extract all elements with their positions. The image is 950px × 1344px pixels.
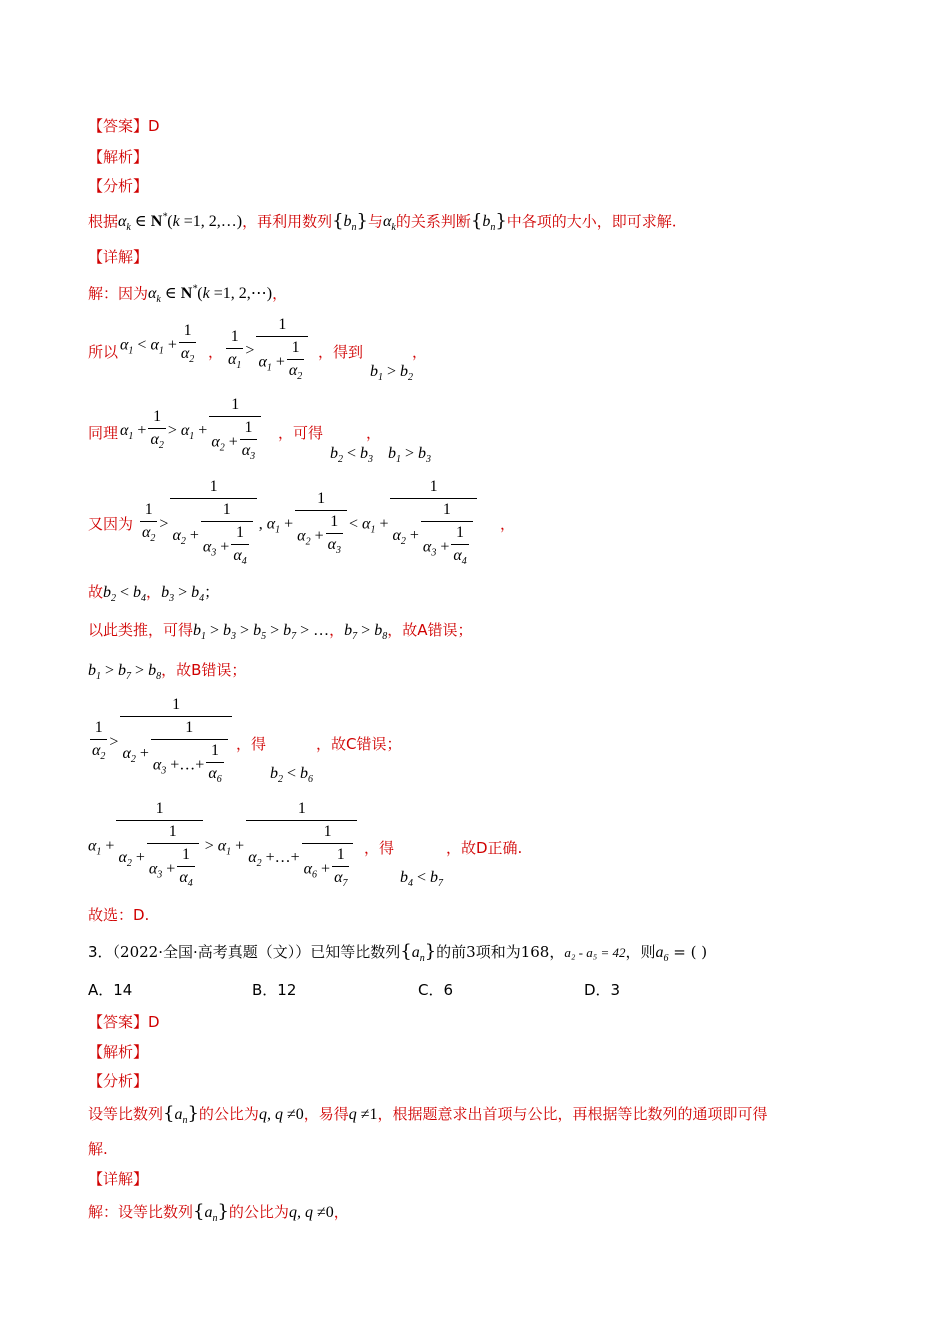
text-de-2: ，得 bbox=[364, 839, 395, 857]
conclusion-A bbox=[88, 620, 472, 647]
fenxi-label-2: 【分析】 bbox=[88, 1072, 149, 1090]
text-gu: 故 bbox=[88, 583, 104, 601]
analysis-sentence-2: 设等比数列$\{a_n\}$的公比为q, q ≠0，易得q ≠1，根据题意求出首项与公比，再根据等比数列的通项即可得 bbox=[88, 1103, 768, 1127]
text-yici: 以此类推，可得 bbox=[88, 621, 194, 639]
text-genju: 根据 bbox=[88, 212, 119, 231]
math-a6: $a_6$ bbox=[655, 944, 669, 965]
math-alpha-k-in-N: $\alpha_k$ ∈ N*(k =1, 2,…) bbox=[118, 212, 243, 234]
analysis-sentence: 根据$\alpha_k$ ∈ N*(k =1, 2,…)，再利用数列$\{b_n\}$与$\alpha_k$的关系判断$\{b_n\}$中各项的大小，即可求解. bbox=[88, 210, 677, 234]
text-dedao: ，得到 bbox=[318, 343, 364, 361]
text-jie-2c: ， bbox=[333, 1203, 349, 1221]
text-guA: ，故A错误； bbox=[387, 621, 473, 639]
comma-4: ， bbox=[500, 515, 516, 533]
text-guD: ，故D正确. bbox=[446, 839, 523, 857]
q3-mid: 的前3项和为168， bbox=[436, 943, 565, 961]
math-b2-lt-b4: $b_2 < b_4$ bbox=[103, 584, 147, 605]
q3-blank: = ( ) bbox=[668, 943, 708, 961]
answer-label-2: 【答案】D bbox=[88, 1013, 160, 1031]
math-q-ne-0: q, q ≠0 bbox=[258, 1106, 304, 1123]
option-b[interactable]: B．12 bbox=[252, 981, 297, 999]
conclusion-b4: 故$b_2 < b_4$，$b_3 > b_4$； bbox=[88, 583, 220, 605]
math-chain-odd: $b_1 > b_3 > b_5 > b_7$ > … bbox=[193, 622, 330, 643]
comma-2: ， bbox=[412, 343, 428, 361]
comma-6: ， bbox=[329, 621, 345, 639]
option-a[interactable]: A．14 bbox=[88, 981, 133, 999]
conclusion-B bbox=[88, 660, 246, 687]
result-b2-lt-b6: $b_2 < b_6$ bbox=[270, 765, 314, 786]
math-an: $a_n$ bbox=[411, 944, 425, 965]
analysis-label-2: 【解析】 bbox=[88, 1043, 149, 1061]
analysis-sentence-2-end: 解. bbox=[88, 1140, 108, 1158]
q3-then: ，则 bbox=[625, 943, 656, 961]
question-3: 3．（2022·全国·高考真题（文））已知等比数列$\{a_n\}$的前3项和为168，a₂ - a₅ = 42，则$a_6$ = ( ) bbox=[88, 941, 708, 965]
detail-label: 【详解】 bbox=[88, 248, 149, 266]
text-d: 的关系判断 bbox=[395, 212, 471, 231]
text-suoyi: 所以 bbox=[88, 343, 119, 361]
math-b7-gt-b8: $b_7 > b_8$ bbox=[344, 622, 388, 643]
solution-intro bbox=[88, 280, 287, 311]
text-b: ，再利用数列 bbox=[242, 212, 333, 231]
math-bn-2: $b_n$ bbox=[482, 213, 496, 234]
option-d[interactable]: D．3 bbox=[584, 981, 621, 999]
text-tongli: 同理 bbox=[88, 424, 119, 442]
ineq-4: $\frac{1}{\alpha_2}$ > 1 $\alpha_2$ + 1 $\alpha_3$ + $\frac{1}{\alpha_4}$ , $\alpha_1$ + 1 $\alpha_2$ + $\frac{1}{\alpha_3}$ < $\alpha_1$ + 1 $\alpha_2$ + 1 $\alpha_3$ + $\frac{1}{\alpha_4}$ bbox=[138, 478, 479, 571]
text-jie-2: 解：设等比数列 bbox=[88, 1203, 194, 1221]
q3-number: 3． bbox=[88, 943, 113, 961]
q3-source: （2022·全国·高考真题（文））已知等比数列 bbox=[112, 943, 401, 961]
comma-3: ， bbox=[366, 424, 382, 442]
result-b1-gt-b3: $b_1 > b_3$ bbox=[388, 445, 432, 466]
text-guC: ，故C错误； bbox=[316, 735, 402, 753]
text-jie-2b: 的公比为 bbox=[228, 1203, 289, 1221]
solution-intro-2: 解：设等比数列$\{a_n\}$的公比为q, q ≠0， bbox=[88, 1201, 349, 1225]
fenxi-label: 【分析】 bbox=[88, 177, 149, 195]
math-b3-gt-b4: $b_3 > b_4$ bbox=[161, 584, 205, 605]
comma-1: ， bbox=[208, 343, 224, 361]
math-bn: $b_n$ bbox=[343, 213, 357, 234]
text-l1c: ，易得 bbox=[303, 1105, 349, 1123]
text-c: 与 bbox=[368, 212, 384, 231]
ineq-3: $\alpha_1$ + $\frac{1}{\alpha_2}$ > $\alpha_1$ + 1 $\alpha_2$ + $\frac{1}{\alpha_3}$ bbox=[120, 396, 263, 466]
math-alpha-k-in-N-2: $\alpha_k$ ∈ N*(k =1, 2,⋯) bbox=[148, 284, 273, 306]
math-an-2: $a_n$ bbox=[174, 1106, 188, 1127]
comma-5: ， bbox=[146, 583, 162, 601]
ineq-2: $\frac{1}{\alpha_1}$ > 1 $\alpha_1$ + $\frac{1}{\alpha_2}$ bbox=[224, 316, 310, 386]
ineq-1: $\alpha_1 < \alpha_1$ + $\frac{1}{\alpha_2}$ bbox=[120, 322, 198, 369]
detail-label-2: 【详解】 bbox=[88, 1170, 149, 1188]
math-an-3: $a_n$ bbox=[204, 1204, 218, 1225]
math-b1-b7-b8: $b_1 > b_7 > b_8$ bbox=[88, 662, 162, 683]
text-kede: ，可得 bbox=[278, 424, 324, 442]
answer-label: 【答案】D bbox=[88, 117, 160, 135]
text-l1b: 的公比为 bbox=[198, 1105, 259, 1123]
text-guB: ，故B错误； bbox=[161, 661, 247, 679]
final-choice: 故选：D. bbox=[88, 906, 150, 924]
text-youyinwei: 又因为 bbox=[88, 515, 134, 533]
math-q-ne-1: q ≠1 bbox=[348, 1106, 378, 1123]
analysis-label: 【解析】 bbox=[88, 148, 149, 166]
ineq-6: $\alpha_1$ + 1 $\alpha_2$ + 1 $\alpha_3$ + $\frac{1}{\alpha_4}$ > $\alpha_1$ + 1 $\alpha_2$ +…+ 1 $\alpha_6$ + $\frac{1}{\alpha_7}$ bbox=[88, 800, 359, 893]
q3-equation: a₂ - a₅ = 42 bbox=[564, 945, 626, 960]
result-b4-lt-b7: $b_4 < b_7$ bbox=[400, 869, 444, 890]
text-l1a: 设等比数列 bbox=[88, 1105, 164, 1123]
text-l1d: ，根据题意求出首项与公比，再根据等比数列的通项即可得 bbox=[377, 1105, 768, 1123]
text-de-1: ，得 bbox=[236, 735, 267, 753]
ineq-5: $\frac{1}{\alpha_2}$ > 1 $\alpha_2$ + 1 $\alpha_3$ +…+ $\frac{1}{\alpha_6}$ bbox=[88, 696, 234, 789]
text-comma: ， bbox=[272, 284, 288, 303]
text-e: 中各项的大小，即可求解. bbox=[506, 212, 677, 231]
result-b1-gt-b2: $b_1 > b_2$ bbox=[370, 363, 414, 384]
result-b2-lt-b3: $b_2 < b_3$ bbox=[330, 445, 374, 466]
option-c[interactable]: C．6 bbox=[418, 981, 454, 999]
math-alpha-k: $\alpha_k$ bbox=[383, 213, 396, 234]
text-jie: 解：因为 bbox=[88, 284, 149, 303]
math-q-ne-0-2: q, q ≠0 bbox=[288, 1204, 334, 1221]
